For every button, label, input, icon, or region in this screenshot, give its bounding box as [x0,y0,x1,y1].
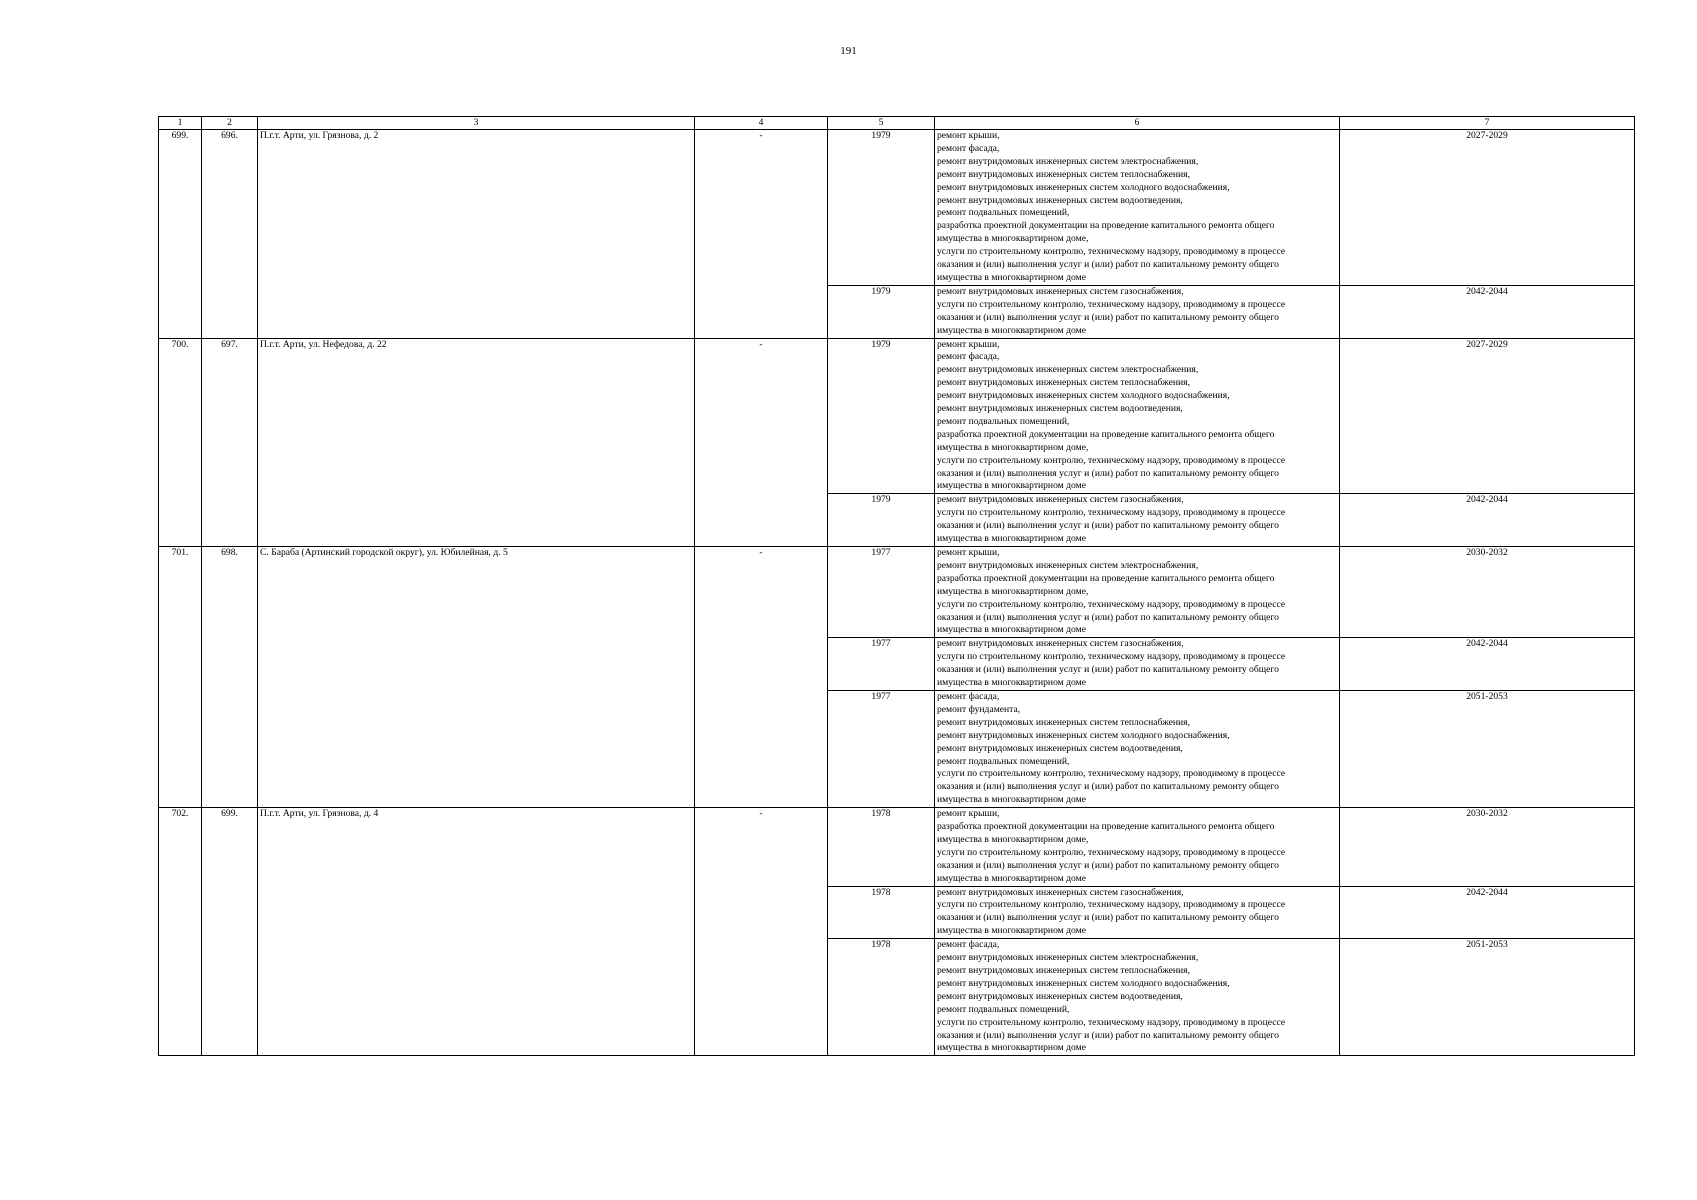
row-number: 702. [159,808,202,1056]
period-cell: 2051-2053 [1340,939,1635,1056]
table-row [159,338,1635,494]
works-cell: ремонт внутридомовых инженерных систем газоснабжения, услуги по строительному контролю, техническому надзору, проводимому в процессе оказания и (или) выполнения услуг и (или) работ по капитальному ремонту общего имущества в многоквартирном доме [935,638,1340,691]
year-cell: 1978 [828,939,935,1056]
column-number-row [159,117,1635,130]
table-row [159,808,1635,886]
address-cell: С. Бараба (Артинский городской округ), ул. Юбилейная, д. 5 [258,547,695,808]
year-cell: 1978 [828,886,935,939]
works-cell: ремонт крыши, разработка проектной документации на проведение капитального ремонта общего имущества в многоквартирном доме, услуги по строительному контролю, техническому надзору, проводимому в процессе оказания и (или) выполнения услуг и (или) работ по капитальному ремонту общего имущества в многоквартирном доме [935,808,1340,886]
table-row [159,130,1635,286]
row-sub-number: 699. [202,808,258,1056]
period-cell: 2030-2032 [1340,808,1635,886]
row-sub-number: 698. [202,547,258,808]
repair-schedule-table [158,116,1635,1056]
col4-cell: - [695,547,828,808]
column-header: 2 [202,117,258,130]
column-header: 4 [695,117,828,130]
period-cell: 2042-2044 [1340,886,1635,939]
column-header: 1 [159,117,202,130]
works-cell: ремонт крыши, ремонт фасада, ремонт внутридомовых инженерных систем электроснабжения, ремонт внутридомовых инженерных систем теплоснабжения, ремонт внутридомовых инженерных систем холодного водоснабжения, ремонт внутридомовых инженерных систем водоотведения, ремонт подвальных помещений, разработка проектной документации на проведение капитального ремонта общего имущества в многоквартирном доме, услуги по строительному контролю, техническому надзору, проводимому в процессе оказания и (или) выполнения услуг и (или) работ по капитальному ремонту общего имущества в многоквартирном доме [935,338,1340,494]
row-number: 701. [159,547,202,808]
works-cell: ремонт внутридомовых инженерных систем газоснабжения, услуги по строительному контролю, техническому надзору, проводимому в процессе оказания и (или) выполнения услуг и (или) работ по капитальному ремонту общего имущества в многоквартирном доме [935,494,1340,547]
works-cell: ремонт внутридомовых инженерных систем газоснабжения, услуги по строительному контролю, техническому надзору, проводимому в процессе оказания и (или) выполнения услуг и (или) работ по капитальному ремонту общего имущества в многоквартирном доме [935,285,1340,338]
row-sub-number: 696. [202,130,258,339]
address-cell: П.г.т. Арти, ул. Грязнова, д. 2 [258,130,695,339]
year-cell: 1978 [828,808,935,886]
table-row [159,547,1635,638]
year-cell: 1979 [828,338,935,494]
row-sub-number: 697. [202,338,258,547]
works-cell: ремонт крыши, ремонт фасада, ремонт внутридомовых инженерных систем электроснабжения, ремонт внутридомовых инженерных систем теплоснабжения, ремонт внутридомовых инженерных систем холодного водоснабжения, ремонт внутридомовых инженерных систем водоотведения, ремонт подвальных помещений, разработка проектной документации на проведение капитального ремонта общего имущества в многоквартирном доме, услуги по строительному контролю, техническому надзору, проводимому в процессе оказания и (или) выполнения услуг и (или) работ по капитальному ремонту общего имущества в многоквартирном доме [935,130,1340,286]
period-cell: 2030-2032 [1340,547,1635,638]
period-cell: 2027-2029 [1340,130,1635,286]
works-cell: ремонт фасада, ремонт внутридомовых инженерных систем электроснабжения, ремонт внутридомовых инженерных систем теплоснабжения, ремонт внутридомовых инженерных систем холодного водоснабжения, ремонт внутридомовых инженерных систем водоотведения, ремонт подвальных помещений, услуги по строительному контролю, техническому надзору, проводимому в процессе оказания и (или) выполнения услуг и (или) работ по капитальному ремонту общего имущества в многоквартирном доме [935,939,1340,1056]
period-cell: 2027-2029 [1340,338,1635,494]
year-cell: 1977 [828,638,935,691]
period-cell: 2051-2053 [1340,690,1635,807]
period-cell: 2042-2044 [1340,285,1635,338]
row-number: 700. [159,338,202,547]
page-number: 191 [840,45,857,57]
column-header: 6 [935,117,1340,130]
year-cell: 1979 [828,494,935,547]
year-cell: 1977 [828,690,935,807]
works-cell: ремонт фасада, ремонт фундамента, ремонт внутридомовых инженерных систем теплоснабжения, ремонт внутридомовых инженерных систем холодного водоснабжения, ремонт внутридомовых инженерных систем водоотведения, ремонт подвальных помещений, услуги по строительному контролю, техническому надзору, проводимому в процессе оказания и (или) выполнения услуг и (или) работ по капитальному ремонту общего имущества в многоквартирном доме [935,690,1340,807]
column-header: 3 [258,117,695,130]
year-cell: 1977 [828,547,935,638]
works-cell: ремонт внутридомовых инженерных систем газоснабжения, услуги по строительному контролю, техническому надзору, проводимому в процессе оказания и (или) выполнения услуг и (или) работ по капитальному ремонту общего имущества в многоквартирном доме [935,886,1340,939]
row-number: 699. [159,130,202,339]
col4-cell: - [695,808,828,1056]
column-header: 5 [828,117,935,130]
col4-cell: - [695,130,828,339]
year-cell: 1979 [828,130,935,286]
column-header: 7 [1340,117,1635,130]
address-cell: П.г.т. Арти, ул. Нефедова, д. 22 [258,338,695,547]
works-cell: ремонт крыши, ремонт внутридомовых инженерных систем электроснабжения, разработка проектной документации на проведение капитального ремонта общего имущества в многоквартирном доме, услуги по строительному контролю, техническому надзору, проводимому в процессе оказания и (или) выполнения услуг и (или) работ по капитальному ремонту общего имущества в многоквартирном доме [935,547,1340,638]
year-cell: 1979 [828,285,935,338]
col4-cell: - [695,338,828,547]
address-cell: П.г.т. Арти, ул. Грязнова, д. 4 [258,808,695,1056]
period-cell: 2042-2044 [1340,494,1635,547]
period-cell: 2042-2044 [1340,638,1635,691]
